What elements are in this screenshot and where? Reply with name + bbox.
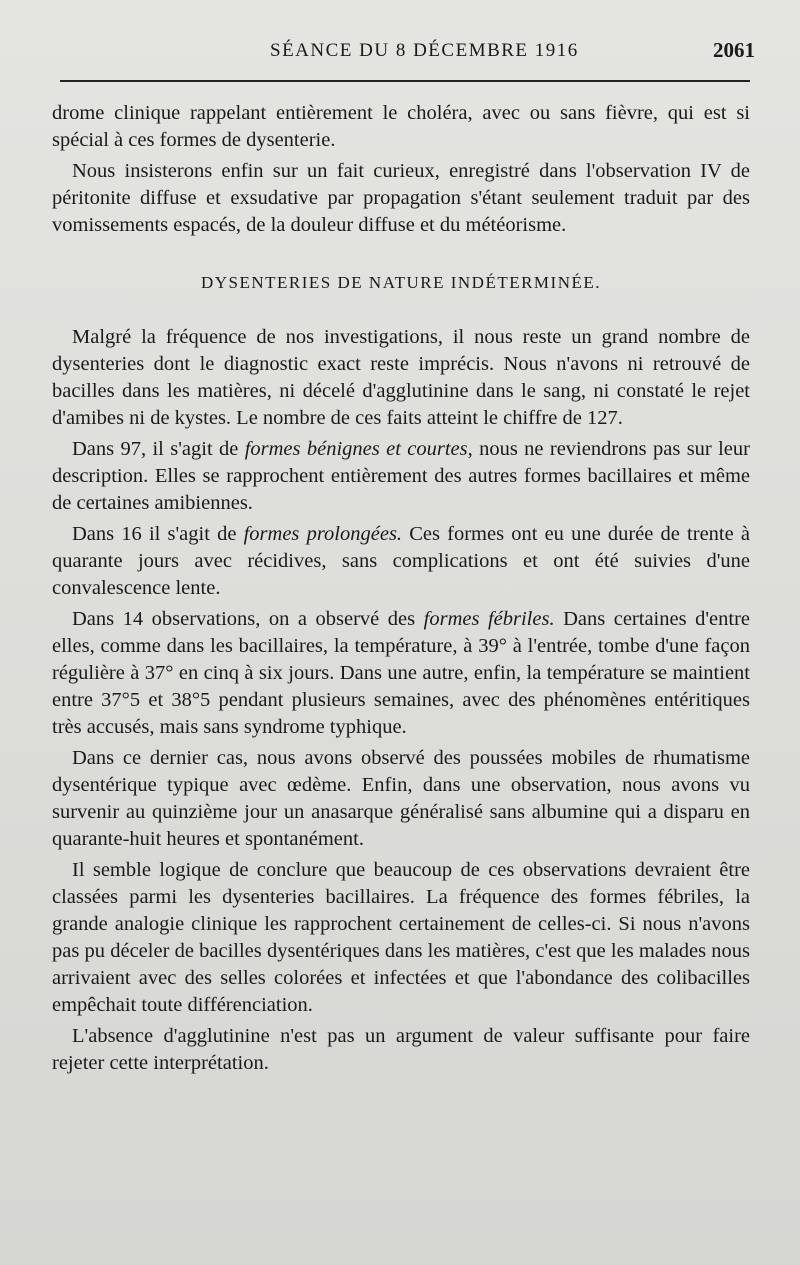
paragraph: drome clinique rappelant entièrement le choléra, avec ou sans fièvre, qui est si spécial à ces formes de dysenterie. (52, 102, 750, 151)
running-header (60, 36, 755, 76)
italic-phrase: formes prolongées. (243, 523, 403, 545)
paragraph: Il semble logique de conclure que beaucoup de ces observations devraient être classées parmi les dysenteries bacillaires. La fréquence des formes fébriles, la grande analogie clinique les rapprochent certainement de celles-ci. Si nous n'avons pas pu déceler de bacilles dysentériques dans les matières, c'est que les malades nous arrivaient avec des selles colorées et infectées et que l'abondance des colibacilles empêchait toute différenciation. (52, 859, 750, 1016)
paragraph (52, 436, 750, 517)
text-run: Dans 14 observations, on a observé des (72, 608, 424, 630)
italic-phrase: formes fébriles. (423, 608, 555, 630)
text-run: Dans certaines d'entre elles, comme dans les bacillaires, la température, à 39° à l'entrée, tombe d'une façon régulière à 37° en cinq à six jours. Dans une autre, enfin, la température se maintient entre 37°5 et 38°5 pendant plusieurs semaines, avec des phénomènes entéritiques très accusés, mais sans syndrome typhique. (52, 608, 750, 738)
paragraph: Dans ce dernier cas, nous avons observé des poussées mobiles de rhumatisme dysentérique typique avec œdème. Enfin, dans une observation, nous avons vu survenir au quinzième jour un anasarque généralisé sans albumine qui a disparu en quarante-huit heures et spontanément. (52, 747, 750, 850)
italic-phrase: formes bénignes et courtes (244, 438, 468, 460)
header-rule (60, 80, 750, 82)
text-run: Dans 16 il s'agit de (72, 523, 244, 545)
paragraph (52, 521, 750, 602)
paragraph (52, 606, 750, 741)
body-text (52, 100, 750, 1081)
header-title: SÉANCE DU 8 DÉCEMBRE 1916 (270, 40, 579, 61)
paragraph: L'absence d'agglutinine n'est pas un argument de valeur suffisante pour faire rejeter cette interprétation. (52, 1025, 750, 1074)
text-run: Ces formes ont eu une durée de trente à quarante jours avec récidives, sans complications et ont été suivies d'une convalescence lente. (52, 523, 750, 599)
text-run: Dans 97, il s'agit de (72, 438, 245, 460)
section-heading: DYSENTERIES DE NATURE INDÉTERMINÉE. (200, 273, 602, 292)
text-run: , nous ne reviendrons pas sur leur description. Elles se rapprochent entièrement des autres formes bacillaires et même de certaines amibiennes. (52, 438, 750, 514)
paragraph: Nous insisterons enfin sur un fait curieux, enregistré dans l'observation IV de péritonite diffuse et exsudative par propagation s'étant seulement traduit par des vomissements espacés, de la douleur diffuse et du météorisme. (52, 160, 750, 236)
paragraph: Malgré la fréquence de nos investigations, il nous reste un grand nombre de dysenteries dont le diagnostic exact reste imprécis. Nous n'avons ni retrouvé de bacilles dans les matières, ni décelé d'agglutinine dans le sang, ni constaté le rejet d'amibes ni de kystes. Le nombre de ces faits atteint le chiffre de 127. (52, 326, 750, 429)
page-number: 2061 (713, 38, 755, 62)
